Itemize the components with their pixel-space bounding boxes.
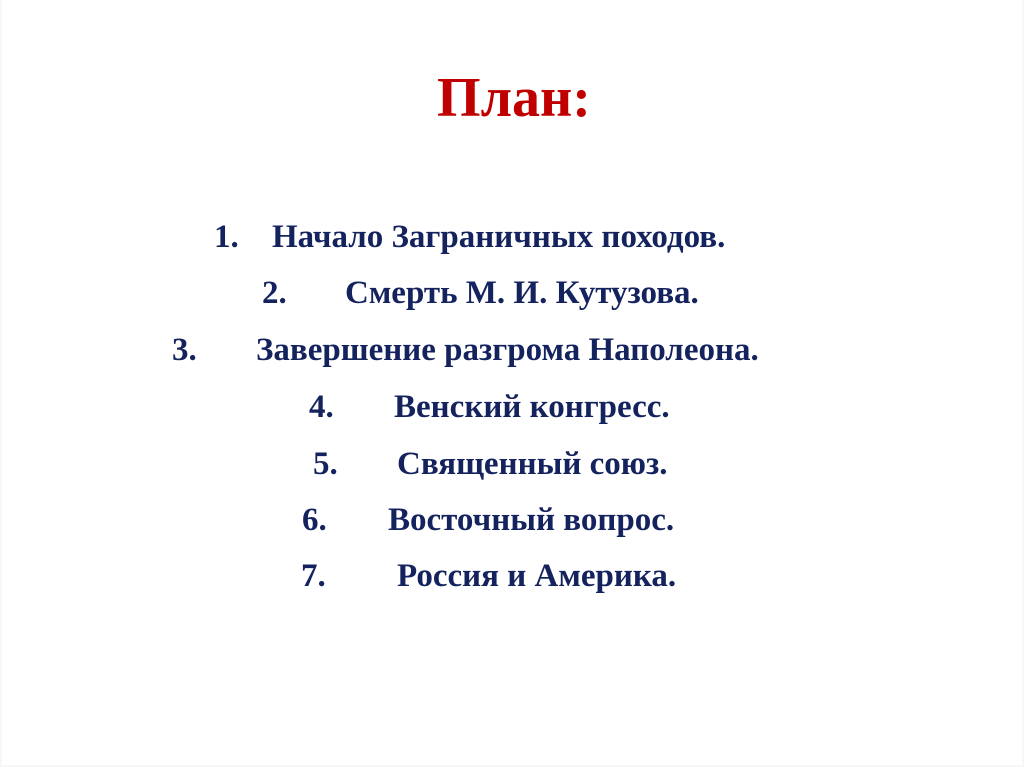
item-number: 7. <box>301 558 326 594</box>
item-text: Восточный вопрос. <box>388 502 675 538</box>
item-number: 1. <box>214 219 239 255</box>
item-number: 2. <box>262 275 287 311</box>
item-number: 6. <box>302 502 327 538</box>
item-number: 5. <box>313 446 338 482</box>
item-text: Смерть М. И. Кутузова. <box>345 275 699 311</box>
item-text: Начало Заграничных походов. <box>272 219 726 255</box>
item-number: 4. <box>309 389 334 425</box>
item-number: 3. <box>172 332 197 368</box>
item-text: Россия и Америка. <box>397 558 677 594</box>
slide-title: План: <box>437 67 591 129</box>
item-text: Венский конгресс. <box>394 389 670 425</box>
item-text: Священный союз. <box>397 446 668 482</box>
item-text: Завершение разгрома Наполеона. <box>256 332 759 368</box>
